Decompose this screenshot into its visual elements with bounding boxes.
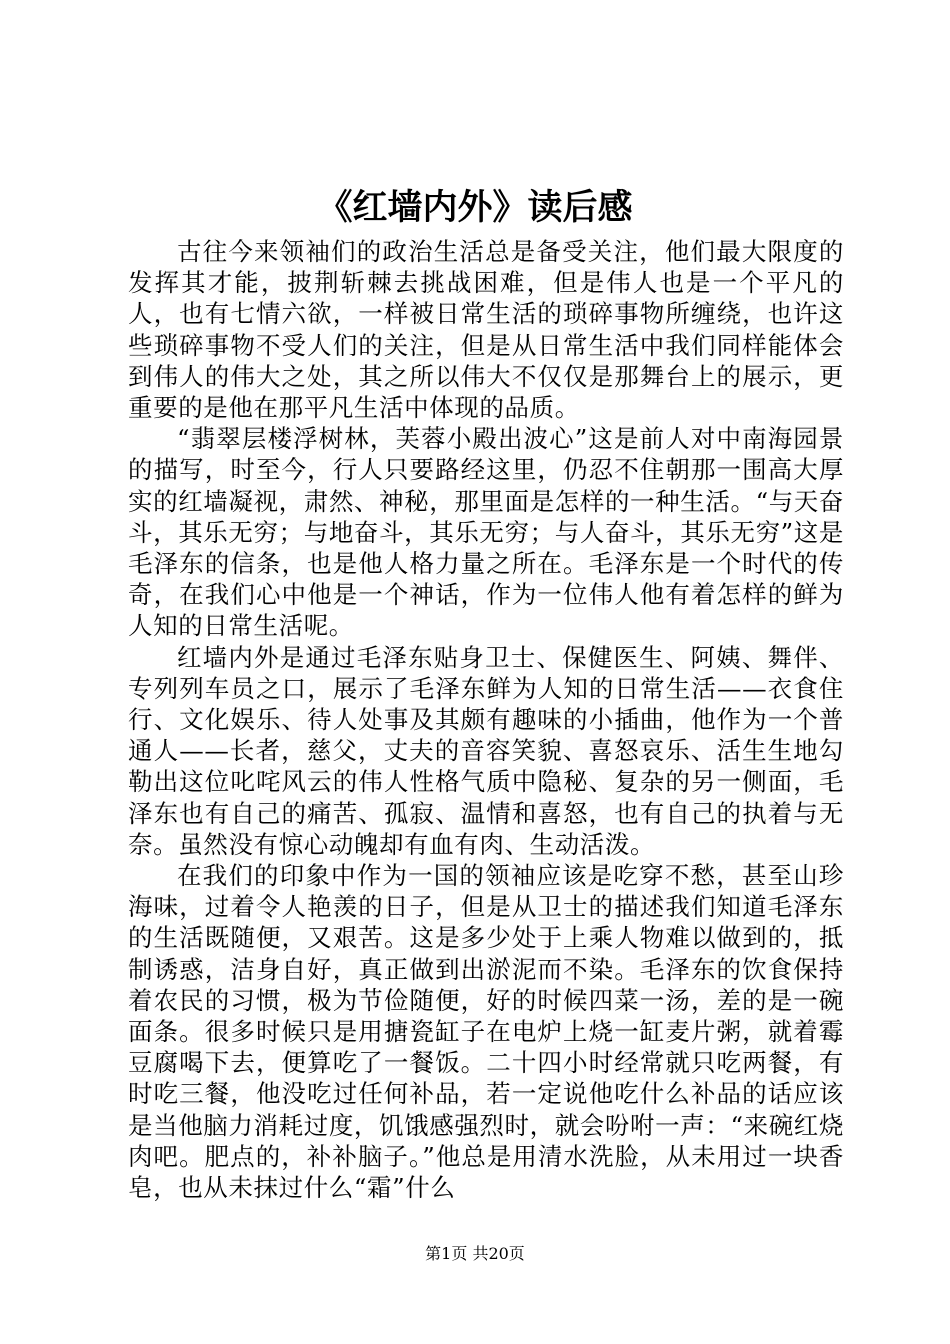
paragraph-1: 古往今来领袖们的政治生活总是备受关注，他们最大限度的发挥其才能，披荆斩棘去挑战困难，但是伟人也是一个平凡的人，也有七情六欲，一样被日常生活的琐碎事物所缠绕，也许这些琐碎事物不受人们的关注，但是从日常生活中我们同样能体会到伟人的伟大之处，其之所以伟大不仅仅是那舞台上的展示，更重要的是他在那平凡生活中体现的品质。 <box>128 237 844 423</box>
paragraph-2: “翡翠层楼浮树林，芙蓉小殿出波心”这是前人对中南海园景的描写，时至今，行人只要路经这里，仍忍不住朝那一围高大厚实的红墙凝视，肃然、神秘，那里面是怎样的一种生活。“与天奋斗，其乐无穷；与地奋斗，其乐无穷；与人奋斗，其乐无穷”这是毛泽东的信条，也是他人格力量之所在。毛泽东是一个时代的传奇，在我们心中他是一个神话，作为一位伟人他有着怎样的鲜为人知的日常生活呢。 <box>128 424 844 641</box>
document-body <box>128 236 844 1203</box>
paragraph-4: 在我们的印象中作为一国的领袖应该是吃穿不愁，甚至山珍海味，过着令人艳羡的日子，但是从卫士的描述我们知道毛泽东的生活既随便，又艰苦。这是多少处于上乘人物难以做到的，抵制诱惑，洁身自好，真正做到出淤泥而不染。毛泽东的饮食保持着农民的习惯，极为节俭随便，好的时候四菜一汤，差的是一碗面条。很多时候只是用搪瓷缸子在电炉上烧一缸麦片粥，就着霉豆腐喝下去，便算吃了一餐饭。二十四小时经常就只吃两餐，有时吃三餐，他没吃过任何补品，若一定说他吃什么补品的话应该是当他脑力消耗过度，饥饿感强烈时，就会吩咐一声：“来碗红烧肉吧。肥点的，补补脑子。”他总是用清水洗脸，从未用过一块香皂，也从未抹过什么“霜”什么 <box>128 861 844 1203</box>
paragraph-3: 红墙内外是通过毛泽东贴身卫士、保健医生、阿姨、舞伴、专列列车员之口，展示了毛泽东鲜为人知的日常生活——衣食住行、文化娱乐、待人处事及其颇有趣味的小插曲，他作为一个普通人——长者，慈父，丈夫的音容笑貌、喜怒哀乐、活生生地勾勒出这位叱咤风云的伟人性格气质中隐秘、复杂的另一侧面，毛泽东也有自己的痛苦、孤寂、温情和喜怒，也有自己的执着与无奈。虽然没有惊心动魄却有血有肉、生动活泼。 <box>128 642 844 859</box>
document-title: 《红墙内外》读后感 <box>317 187 633 228</box>
page-footer: 第1页 共20页 <box>425 1244 525 1263</box>
